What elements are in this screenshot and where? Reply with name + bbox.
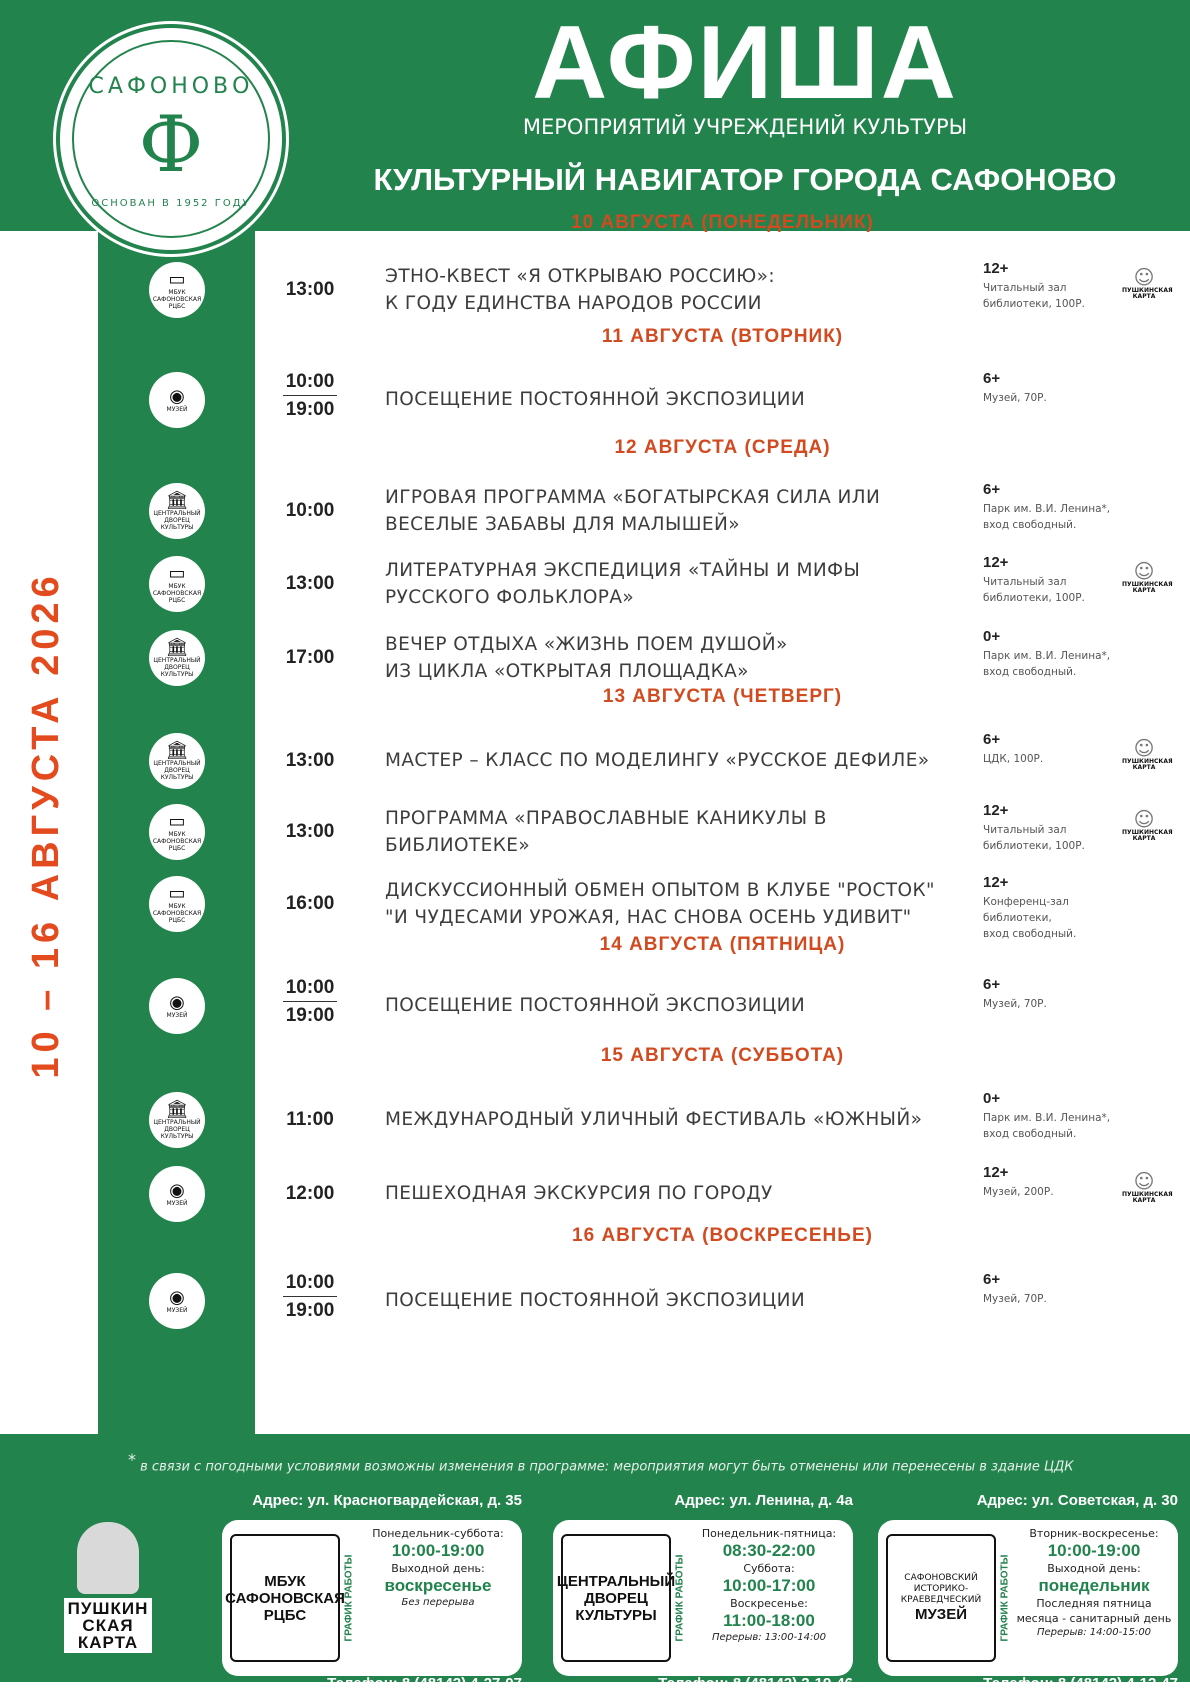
library-icon: [149, 262, 205, 318]
age-rating: 12+: [983, 1164, 1009, 1181]
event-place-line2: вход свободный.: [983, 1128, 1077, 1140]
day-header: 11 АВГУСТА (ВТОРНИК): [601, 326, 844, 347]
pushkin-card-icon-label: ПУШКИНСКАЯ КАРТА: [1122, 287, 1173, 300]
palace-icon: [149, 733, 205, 789]
event-time: [275, 497, 345, 524]
event-place: [983, 822, 1133, 854]
venue-logo-main: МБУК САФОНОВСКАЯ РЦБС: [225, 1572, 345, 1624]
event-time-start: 10:00: [285, 371, 335, 392]
event-place: [983, 280, 1133, 312]
museum-icon: [149, 978, 205, 1034]
venue-icon-label: МБУК САФОНОВСКАЯ РЦБС: [152, 830, 202, 852]
event-row: [0, 1166, 1190, 1226]
pushkin-bust-icon: ☺: [1133, 807, 1155, 831]
venue-icon-label: ЦЕНТРАЛЬНЫЙ ДВОРЕЦ КУЛЬТУРЫ: [153, 656, 201, 678]
age-rating: 6+: [983, 370, 1001, 387]
day-header: 14 АВГУСТА (ПЯТНИЦА): [599, 934, 846, 955]
venue-icon-symbol: 🏛: [165, 636, 189, 658]
schedule-label: [996, 1532, 1014, 1664]
event-place-line1: Парк им. В.И. Ленина*,: [983, 650, 1111, 662]
event-title: [385, 877, 955, 931]
logo-city-name: САФОНОВО: [88, 74, 254, 99]
hours-label: Понедельник-пятница:: [701, 1527, 837, 1540]
venue-icon-label: ЦЕНТРАЛЬНЫЙ ДВОРЕЦ КУЛЬТУРЫ: [153, 759, 201, 781]
event-time: [275, 368, 345, 423]
event-place-line2: библиотеки, 100Р.: [983, 592, 1085, 604]
event-place-line1: ЦДК, 100Р.: [983, 753, 1044, 765]
hours-value: воскресенье: [384, 1576, 492, 1595]
event-row: [0, 630, 1190, 690]
event-title-line2: РУССКОГО ФОЛЬКЛОРА»: [385, 587, 635, 608]
event-time: [275, 1180, 345, 1207]
venue-hours: [1016, 1526, 1172, 1640]
venue-icon-symbol: 🏛: [165, 739, 189, 761]
event-title-line1: ВЕЧЕР ОТДЫХА «ЖИЗНЬ ПОЕМ ДУШОЙ»: [385, 634, 788, 655]
event-time-start: 16:00: [285, 893, 335, 914]
event-time-start: 13:00: [285, 821, 335, 842]
venue-card: [222, 1520, 522, 1676]
logo-founded: ОСНОВАН В 1952 ГОДУ: [91, 198, 251, 209]
day-header: 15 АВГУСТА (СУББОТА): [600, 1045, 845, 1066]
event-title-line2: "И ЧУДЕСАМИ УРОЖАЯ, НАС СНОВА ОСЕНЬ УДИВИТ": [385, 907, 912, 928]
event-title-line1: МАСТЕР – КЛАСС ПО МОДЕЛИНГУ «РУССКОЕ ДЕФИЛЕ»: [385, 750, 930, 771]
pushkin-card-line2: СКАЯ: [82, 1616, 134, 1635]
page-subtitle: МЕРОПРИЯТИЙ УЧРЕЖДЕНИЙ КУЛЬТУРЫ: [522, 115, 968, 139]
event-row: [0, 1092, 1190, 1152]
event-time: [275, 570, 345, 597]
event-time: [275, 818, 345, 845]
logo-glyph: Ф: [138, 100, 204, 190]
schedule-label-text: ГРАФИК РАБОТЫ: [343, 1554, 355, 1642]
pushkin-card-icon: [1122, 559, 1173, 602]
schedule-label-text: ГРАФИК РАБОТЫ: [999, 1554, 1011, 1642]
event-time: [275, 1106, 345, 1133]
event-place: [983, 501, 1133, 533]
event-place-line1: Музей, 70Р.: [983, 1293, 1047, 1305]
event-place-line1: Читальный зал: [983, 824, 1067, 836]
event-time-start: 10:00: [285, 500, 335, 521]
event-title-line1: ИГРОВАЯ ПРОГРАММА «БОГАТЫРСКАЯ СИЛА ИЛИ: [385, 487, 881, 508]
event-title-line2: К ГОДУ ЕДИНСТВА НАРОДОВ РОССИИ: [385, 293, 762, 314]
event-time-start: 17:00: [285, 647, 335, 668]
event-time-start: 10:00: [285, 977, 335, 998]
event-title-line1: ПОСЕЩЕНИЕ ПОСТОЯННОЙ ЭКСПОЗИЦИИ: [385, 1290, 806, 1311]
event-place-line1: Музей, 200Р.: [983, 1186, 1054, 1198]
venue-card: [553, 1520, 853, 1676]
hours-value: 11:00-18:00: [723, 1611, 815, 1630]
event-title-line1: ПЕШЕХОДНАЯ ЭКСКУРСИЯ ПО ГОРОДУ: [385, 1183, 773, 1204]
event-time-start: 13:00: [285, 573, 335, 594]
hours-value: 08:30-22:00: [722, 1541, 816, 1560]
pushkin-bust-icon: ☺: [1133, 265, 1155, 289]
hours-label: Вторник-воскресенье:: [1029, 1527, 1159, 1540]
day-header: 16 АВГУСТА (ВОСКРЕСЕНЬЕ): [572, 1225, 873, 1246]
event-row: [0, 733, 1190, 793]
hours-value: понедельник: [1038, 1576, 1150, 1595]
venue-icon-symbol: ◉: [169, 1179, 185, 1201]
venue-phone: Телефон: 8 (48142) 2-19-46: [658, 1675, 853, 1692]
venue-logo-main: МУЗЕЙ: [914, 1606, 967, 1623]
event-title: [385, 263, 955, 317]
event-place-line1: Конференц-зал библиотеки,: [983, 896, 1069, 924]
event-place-line2: вход свободный.: [983, 928, 1077, 940]
event-title-line1: ПРОГРАММА «ПРАВОСЛАВНЫЕ КАНИКУЛЫ В: [385, 808, 827, 829]
event-place-line2: библиотеки, 100Р.: [983, 298, 1085, 310]
event-title-line2: ИЗ ЦИКЛА «ОТКРЫТАЯ ПЛОЩАДКА»: [385, 661, 749, 682]
venue-icon-symbol: ◉: [169, 385, 185, 407]
event-time-start: 13:00: [285, 279, 335, 300]
age-rating: 12+: [983, 554, 1009, 571]
event-place-line1: Музей, 70Р.: [983, 392, 1047, 404]
museum-icon: [149, 1273, 205, 1329]
venue-hours: [691, 1526, 847, 1645]
event-row: [0, 1273, 1190, 1333]
event-title-line1: ПОСЕЩЕНИЕ ПОСТОЯННОЙ ЭКСПОЗИЦИИ: [385, 389, 806, 410]
age-rating: 6+: [983, 1271, 1001, 1288]
event-time-end: 19:00: [283, 1296, 337, 1324]
pushkin-bust-icon: [77, 1522, 139, 1594]
event-title: [385, 1180, 955, 1207]
venue-hours: [360, 1526, 516, 1610]
pushkin-card-label: [64, 1598, 153, 1653]
hours-label: Суббота:: [743, 1562, 795, 1575]
hours-label: Воскресенье:: [730, 1597, 808, 1610]
palace-icon: [149, 1092, 205, 1148]
event-title: [385, 386, 955, 413]
event-title: [385, 484, 955, 538]
break-note: Перерыв: 14:00-15:00: [1036, 1627, 1152, 1638]
city-logo: [56, 24, 286, 254]
pushkin-card-icon: [1122, 1169, 1173, 1212]
event-place-line2: библиотеки, 100Р.: [983, 840, 1085, 852]
venue-logo: [225, 1534, 345, 1662]
pushkin-card-line1: ПУШКИН: [67, 1599, 149, 1618]
venue-logo-sub: САФОНОВСКИЙ ИСТОРИКО-КРАЕВЕДЧЕСКИЙ: [900, 1573, 982, 1605]
hours-value: 10:00-17:00: [722, 1576, 816, 1595]
event-place: [983, 751, 1133, 767]
event-time-start: 13:00: [285, 750, 335, 771]
palace-icon: [149, 483, 205, 539]
venue-phone: Телефон: 8 (48142) 4-27-07: [327, 1675, 522, 1692]
event-place-line2: вход свободный.: [983, 666, 1077, 678]
day-header: 13 АВГУСТА (ЧЕТВЕРГ): [602, 686, 843, 707]
event-time: [275, 1269, 345, 1324]
pushkin-card-icon-label: ПУШКИНСКАЯ КАРТА: [1122, 1191, 1173, 1204]
age-rating: 0+: [983, 628, 1001, 645]
venue-icon-label: МУЗЕЙ: [166, 1011, 188, 1019]
event-time-start: 10:00: [285, 1272, 335, 1293]
event-place: [983, 1291, 1133, 1307]
event-title: [385, 747, 955, 774]
age-rating: 12+: [983, 802, 1009, 819]
venue-icon-symbol: ◉: [169, 991, 185, 1013]
venue-logo-main: ЦЕНТРАЛЬНЫЙ ДВОРЕЦ КУЛЬТУРЫ: [556, 1572, 676, 1624]
palace-icon: [149, 630, 205, 686]
venue-icon-label: ЦЕНТРАЛЬНЫЙ ДВОРЕЦ КУЛЬТУРЫ: [153, 1118, 201, 1140]
event-title: [385, 1287, 955, 1314]
pushkin-card-line3: КАРТА: [77, 1633, 139, 1652]
hours-label: Выходной день:: [391, 1562, 485, 1575]
age-rating: 6+: [983, 731, 1001, 748]
event-title-line2: БИБЛИОТЕКЕ»: [385, 835, 531, 856]
venue-icon-label: МУЗЕЙ: [166, 1306, 188, 1314]
event-title-line1: ЛИТЕРАТУРНАЯ ЭКСПЕДИЦИЯ «ТАЙНЫ И МИФЫ: [385, 560, 861, 581]
event-time: [275, 747, 345, 774]
event-place-line2: вход свободный.: [983, 519, 1077, 531]
hours-label: Понедельник-суббота:: [372, 1527, 504, 1540]
pushkin-card-logo: [48, 1522, 168, 1662]
event-place: [983, 574, 1133, 606]
event-time-end: 19:00: [283, 395, 337, 423]
venue-icon-symbol: 🏛: [165, 489, 189, 511]
venue-icon-symbol: ▭: [168, 268, 186, 290]
event-place: [983, 390, 1133, 406]
event-title: [385, 1106, 955, 1133]
event-place-line1: Парк им. В.И. Ленина*,: [983, 1112, 1111, 1124]
age-rating: 0+: [983, 1090, 1001, 1107]
event-place: [983, 1184, 1133, 1200]
break-note: Без перерыва: [401, 1597, 475, 1608]
venue-icon-label: МУЗЕЙ: [166, 405, 188, 413]
event-title: [385, 631, 955, 685]
hours-value: 10:00-19:00: [1047, 1541, 1141, 1560]
event-title: [385, 992, 955, 1019]
event-time: [275, 276, 345, 303]
venue-icon-symbol: 🏛: [165, 1098, 189, 1120]
schedule-label-text: ГРАФИК РАБОТЫ: [674, 1554, 686, 1642]
venue-icon-label: МБУК САФОНОВСКАЯ РЦБС: [152, 902, 202, 924]
schedule-label: [671, 1532, 689, 1664]
day-header: 10 АВГУСТА (ПОНЕДЕЛЬНИК): [571, 212, 874, 233]
venue-address: Адрес: ул. Советская, д. 30: [976, 1492, 1178, 1509]
event-place: [983, 996, 1133, 1012]
event-title-line1: ЭТНО-КВЕСТ «Я ОТКРЫВАЮ РОССИЮ»:: [385, 266, 776, 287]
library-icon: [149, 804, 205, 860]
hours-value: 10:00-19:00: [391, 1541, 485, 1560]
event-place-line1: Читальный зал: [983, 282, 1067, 294]
age-rating: 6+: [983, 976, 1001, 993]
age-rating: 12+: [983, 260, 1009, 277]
day-header: 12 АВГУСТА (СРЕДА): [614, 437, 831, 458]
pushkin-card-icon-label: ПУШКИНСКАЯ КАРТА: [1122, 758, 1173, 771]
venue-card: [878, 1520, 1178, 1676]
age-rating: 6+: [983, 481, 1001, 498]
venue-icon-label: МУЗЕЙ: [166, 1199, 188, 1207]
event-time: [275, 644, 345, 671]
venue-icon-label: ЦЕНТРАЛЬНЫЙ ДВОРЕЦ КУЛЬТУРЫ: [153, 509, 201, 531]
event-place-line1: Парк им. В.И. Ленина*,: [983, 503, 1111, 515]
event-row: [0, 372, 1190, 432]
date-range-label: 10 – 16 АВГУСТА 2026: [25, 571, 67, 1079]
footnote-text: в связи с погодными условиями возможны изменения в программе: мероприятия могут быть отменены или перенесены в здание ЦДК: [140, 1459, 1074, 1475]
break-note: Перерыв: 13:00-14:00: [711, 1632, 827, 1643]
schedule-label: [340, 1532, 358, 1664]
venue-icon-label: МБУК САФОНОВСКАЯ РЦБС: [152, 582, 202, 604]
event-title-line1: ДИСКУССИОННЫЙ ОБМЕН ОПЫТОМ В КЛУБЕ "РОСТОК": [385, 880, 935, 901]
pushkin-card-icon-label: ПУШКИНСКАЯ КАРТА: [1122, 829, 1173, 842]
pushkin-bust-icon: ☺: [1133, 559, 1155, 583]
library-icon: [149, 556, 205, 612]
museum-icon: [149, 1166, 205, 1222]
library-icon: [149, 876, 205, 932]
event-time: [275, 890, 345, 917]
event-place: [983, 1110, 1133, 1142]
footnote: [128, 1450, 1148, 1474]
footnote-star: *: [128, 1450, 136, 1469]
venue-icon-symbol: ◉: [169, 1286, 185, 1308]
pushkin-card-icon-label: ПУШКИНСКАЯ КАРТА: [1122, 581, 1173, 594]
hours-label: Выходной день:: [1047, 1562, 1141, 1575]
event-row: [0, 262, 1190, 322]
pushkin-card-icon: [1122, 807, 1173, 850]
event-time-end: 19:00: [283, 1001, 337, 1029]
event-row: [0, 556, 1190, 616]
event-place: [983, 648, 1133, 680]
event-time-start: 11:00: [286, 1109, 334, 1130]
venue-phone: Телефон: 8 (48142) 4-12-47: [983, 1675, 1178, 1692]
venue-address: Адрес: ул. Красногвардейская, д. 35: [252, 1492, 522, 1509]
venue-icon-symbol: ▭: [168, 810, 186, 832]
venue-logo: [886, 1534, 996, 1662]
event-row: [0, 874, 1190, 940]
event-place-line1: Читальный зал: [983, 576, 1067, 588]
event-place-line1: Музей, 70Р.: [983, 998, 1047, 1010]
museum-icon: [149, 372, 205, 428]
venue-icon-symbol: ▭: [168, 882, 186, 904]
venue-address: Адрес: ул. Ленина, д. 4а: [674, 1492, 853, 1509]
event-title-line2: ВЕСЕЛЫЕ ЗАБАВЫ ДЛЯ МАЛЫШЕЙ»: [385, 514, 740, 535]
pushkin-bust-icon: ☺: [1133, 736, 1155, 760]
pushkin-card-icon: [1122, 265, 1173, 308]
venue-icon-symbol: ▭: [168, 562, 186, 584]
event-title: [385, 805, 955, 859]
hours-label: Последняя пятница месяца - санитарный день: [1016, 1597, 1172, 1625]
event-title-line1: МЕЖДУНАРОДНЫЙ УЛИЧНЫЙ ФЕСТИВАЛЬ «ЮЖНЫЙ»: [385, 1109, 923, 1130]
event-time: [275, 974, 345, 1029]
pushkin-card-icon: [1122, 736, 1173, 779]
event-row: [0, 483, 1190, 543]
event-row: [0, 978, 1190, 1038]
page-title: АФИША: [532, 5, 958, 121]
pushkin-bust-icon: ☺: [1133, 1169, 1155, 1193]
event-title-line1: ПОСЕЩЕНИЕ ПОСТОЯННОЙ ЭКСПОЗИЦИИ: [385, 995, 806, 1016]
venue-icon-label: МБУК САФОНОВСКАЯ РЦБС: [152, 288, 202, 310]
age-rating: 12+: [983, 874, 1009, 891]
event-time-start: 12:00: [285, 1183, 335, 1204]
event-row: [0, 804, 1190, 864]
navigator-title: КУЛЬТУРНЫЙ НАВИГАТОР ГОРОДА САФОНОВО: [373, 162, 1117, 197]
event-title: [385, 557, 955, 611]
venue-logo: [556, 1534, 676, 1662]
